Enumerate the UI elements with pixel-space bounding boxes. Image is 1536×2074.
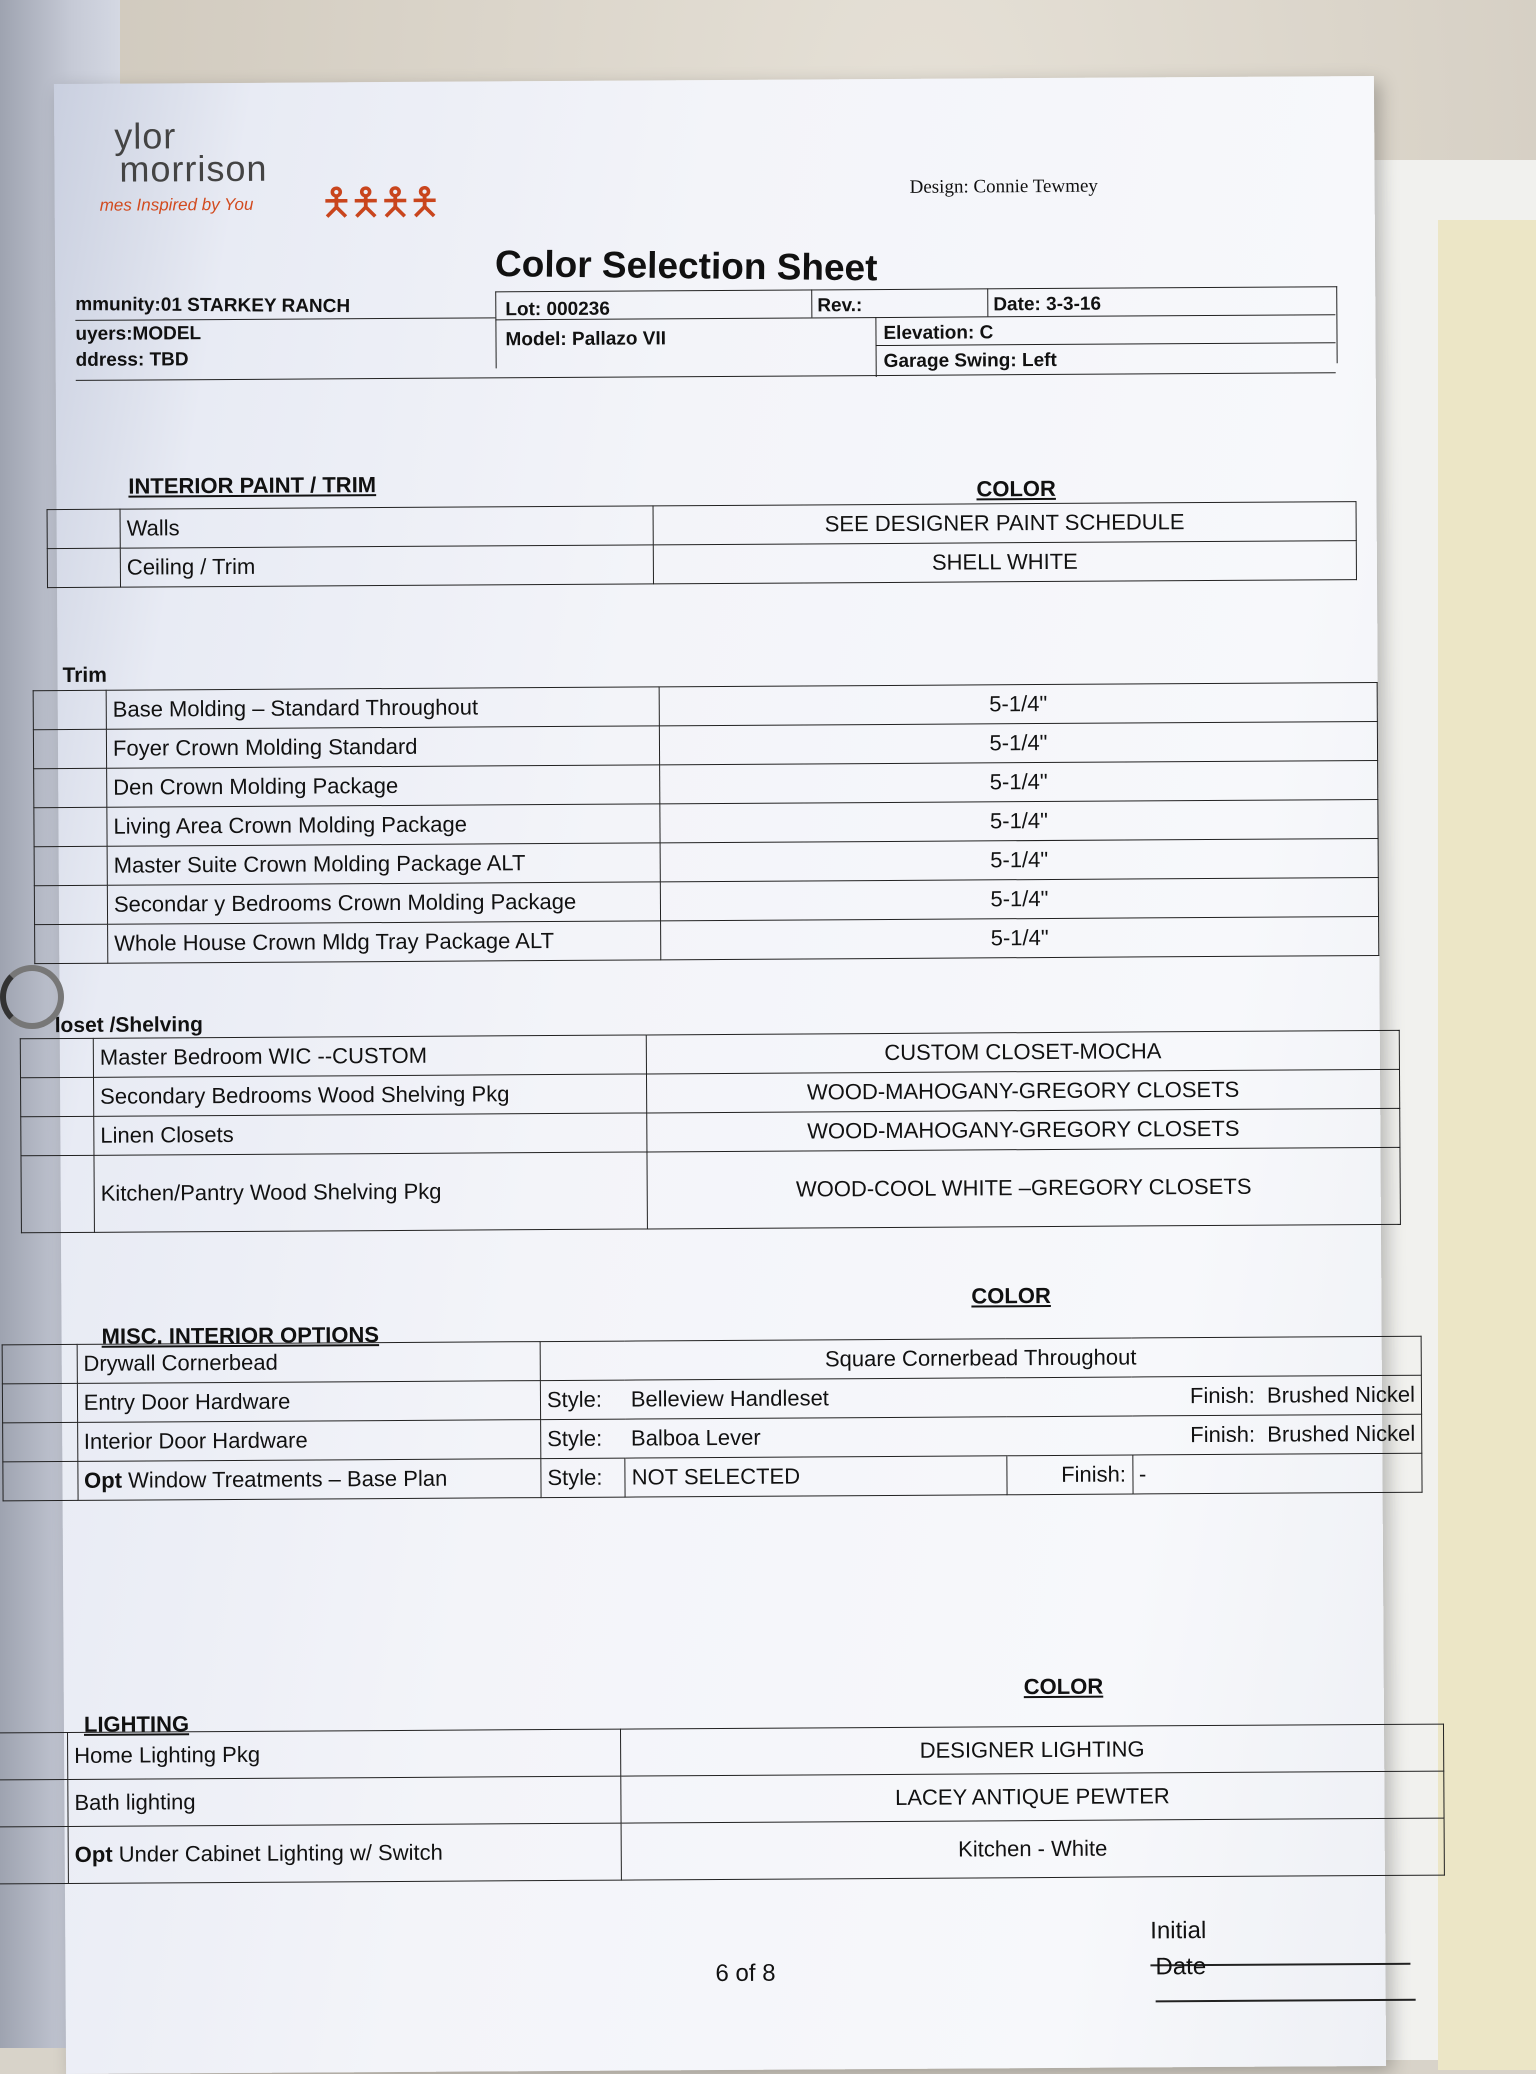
logo-brand-line2: morrison bbox=[119, 151, 267, 188]
row-value: 5-1/4" bbox=[660, 877, 1378, 920]
section-closet: loset /Shelving bbox=[55, 1013, 203, 1038]
row-value: 5-1/4" bbox=[661, 916, 1379, 959]
finish-label: Finish: bbox=[1190, 1383, 1255, 1408]
row-item: Ceiling / Trim bbox=[120, 545, 653, 587]
row-item: Secondary Bedrooms Wood Shelving Pkg bbox=[94, 1074, 647, 1116]
row-item: Walls bbox=[120, 506, 653, 548]
date-field: Date: 3-3-16 bbox=[993, 294, 1101, 317]
color-selection-sheet bbox=[54, 76, 1386, 2074]
row-item: Base Molding – Standard Throughout bbox=[106, 687, 659, 729]
misc-table bbox=[2, 1336, 1423, 1502]
closet-table bbox=[20, 1030, 1401, 1233]
page-title: Color Selection Sheet bbox=[495, 243, 878, 289]
row-item: Drywall Cornerbead bbox=[77, 1342, 541, 1384]
address-field: ddress: TBD bbox=[76, 349, 189, 372]
row-item: Bath lighting bbox=[74, 1789, 195, 1815]
logo-tagline: mes Inspired by You bbox=[100, 195, 254, 216]
lighting-table bbox=[0, 1724, 1445, 1885]
row-item: Master Bedroom WIC --CUSTOM bbox=[93, 1035, 646, 1077]
date-field-footer bbox=[1155, 1952, 1415, 2010]
style-value: Balboa Lever bbox=[625, 1417, 1007, 1458]
trim-table bbox=[33, 682, 1380, 964]
buyers-field: uyers:MODEL bbox=[75, 323, 201, 346]
date-line bbox=[1156, 1999, 1416, 2003]
row-item: Entry Door Hardware bbox=[77, 1381, 541, 1423]
row-value: Kitchen - White bbox=[621, 1818, 1444, 1880]
style-label: Style: bbox=[541, 1458, 626, 1498]
row-value: 5-1/4" bbox=[660, 760, 1378, 803]
finish-value: Brushed Nickel bbox=[1267, 1382, 1415, 1408]
date-label: Date bbox=[1155, 1953, 1206, 1980]
model-field: Model: Pallazo VII bbox=[505, 328, 666, 351]
garage-field: Garage Swing: Left bbox=[884, 350, 1057, 373]
table-row bbox=[35, 916, 1379, 963]
row-value: CUSTOM CLOSET-MOCHA bbox=[646, 1030, 1399, 1074]
row-item: Interior Door Hardware bbox=[77, 1420, 541, 1462]
style-label: Style: bbox=[540, 1380, 625, 1420]
finish-value: - bbox=[1132, 1453, 1422, 1494]
row-item: Window Treatments – Base Plan bbox=[122, 1466, 447, 1493]
designer-name: Design: Connie Tewmey bbox=[910, 176, 1098, 199]
row-item: Den Crown Molding Package bbox=[107, 765, 660, 807]
logo-brand-line1: ylor bbox=[114, 118, 176, 154]
row-item: Secondar y Bedrooms Crown Molding Package bbox=[107, 882, 660, 924]
style-value: Belleview Handleset bbox=[625, 1378, 1007, 1419]
row-item: Whole House Crown Mldg Tray Package ALT bbox=[108, 921, 661, 963]
section-misc: MISC. INTERIOR OPTIONS bbox=[102, 1322, 380, 1350]
row-value: DESIGNER LIGHTING bbox=[620, 1724, 1443, 1776]
header-sep bbox=[987, 288, 988, 316]
row-value: 5-1/4" bbox=[660, 799, 1378, 842]
row-value: Square Cornerbead Throughout bbox=[540, 1336, 1421, 1380]
table-row bbox=[21, 1147, 1400, 1232]
rev-field: Rev.: bbox=[817, 295, 862, 317]
header-divider bbox=[76, 372, 1336, 381]
logo-people-icon: 🯅🯅🯅🯅 bbox=[319, 174, 437, 240]
initial-label: Initial bbox=[1150, 1917, 1206, 1944]
cream-page bbox=[1438, 220, 1536, 2070]
row-value: 5-1/4" bbox=[660, 838, 1378, 881]
row-value: WOOD-MAHOGANY-GREGORY CLOSETS bbox=[646, 1069, 1399, 1113]
row-item: Foyer Crown Molding Standard bbox=[106, 726, 659, 768]
section-interior-paint: INTERIOR PAINT / TRIM bbox=[128, 472, 376, 500]
style-value: NOT SELECTED bbox=[625, 1456, 1007, 1497]
page-number: 6 of 8 bbox=[715, 1960, 775, 1988]
row-item: Under Cabinet Lighting w/ Switch bbox=[113, 1840, 443, 1867]
row-value: 5-1/4" bbox=[659, 721, 1377, 764]
row-value: SEE DESIGNER PAINT SCHEDULE bbox=[653, 502, 1356, 545]
finish-label: Finish: bbox=[1190, 1422, 1255, 1447]
interior-paint-table bbox=[47, 501, 1357, 588]
style-label: Style: bbox=[541, 1419, 626, 1459]
binder-ring bbox=[0, 965, 64, 1029]
table-row bbox=[3, 1453, 1422, 1501]
row-item: Linen Closets bbox=[94, 1113, 647, 1155]
row-item: Kitchen/Pantry Wood Shelving Pkg bbox=[94, 1152, 647, 1232]
opt-label: Opt bbox=[75, 1842, 113, 1867]
header-sep bbox=[811, 289, 812, 317]
row-value: SHELL WHITE bbox=[653, 541, 1356, 584]
header-block bbox=[75, 286, 1356, 384]
row-item: Living Area Crown Molding Package bbox=[107, 804, 660, 846]
section-trim: Trim bbox=[62, 664, 107, 688]
finish-value: Brushed Nickel bbox=[1267, 1421, 1415, 1447]
section-lighting: LIGHTING bbox=[84, 1711, 189, 1738]
table-row bbox=[47, 541, 1356, 588]
row-value: WOOD-MAHOGANY-GREGORY CLOSETS bbox=[647, 1108, 1400, 1152]
elevation-field: Elevation: C bbox=[883, 322, 993, 345]
row-value: LACEY ANTIQUE PEWTER bbox=[621, 1771, 1444, 1823]
header-divider bbox=[75, 317, 495, 321]
color-header: COLOR bbox=[971, 1283, 1051, 1309]
color-header: COLOR bbox=[1024, 1674, 1104, 1700]
opt-label: Opt bbox=[84, 1468, 122, 1493]
lot-field: Lot: 000236 bbox=[505, 299, 610, 322]
row-value: WOOD-COOL WHITE –GREGORY CLOSETS bbox=[647, 1147, 1400, 1229]
row-item: Master Suite Crown Molding Package ALT bbox=[107, 843, 660, 885]
row-item: Home Lighting Pkg bbox=[74, 1742, 260, 1768]
finish-label: Finish: bbox=[1007, 1455, 1133, 1495]
row-value: 5-1/4" bbox=[659, 682, 1377, 725]
community-field: mmunity:01 STARKEY RANCH bbox=[75, 294, 350, 318]
color-header: COLOR bbox=[976, 476, 1056, 502]
table-row bbox=[0, 1818, 1444, 1884]
